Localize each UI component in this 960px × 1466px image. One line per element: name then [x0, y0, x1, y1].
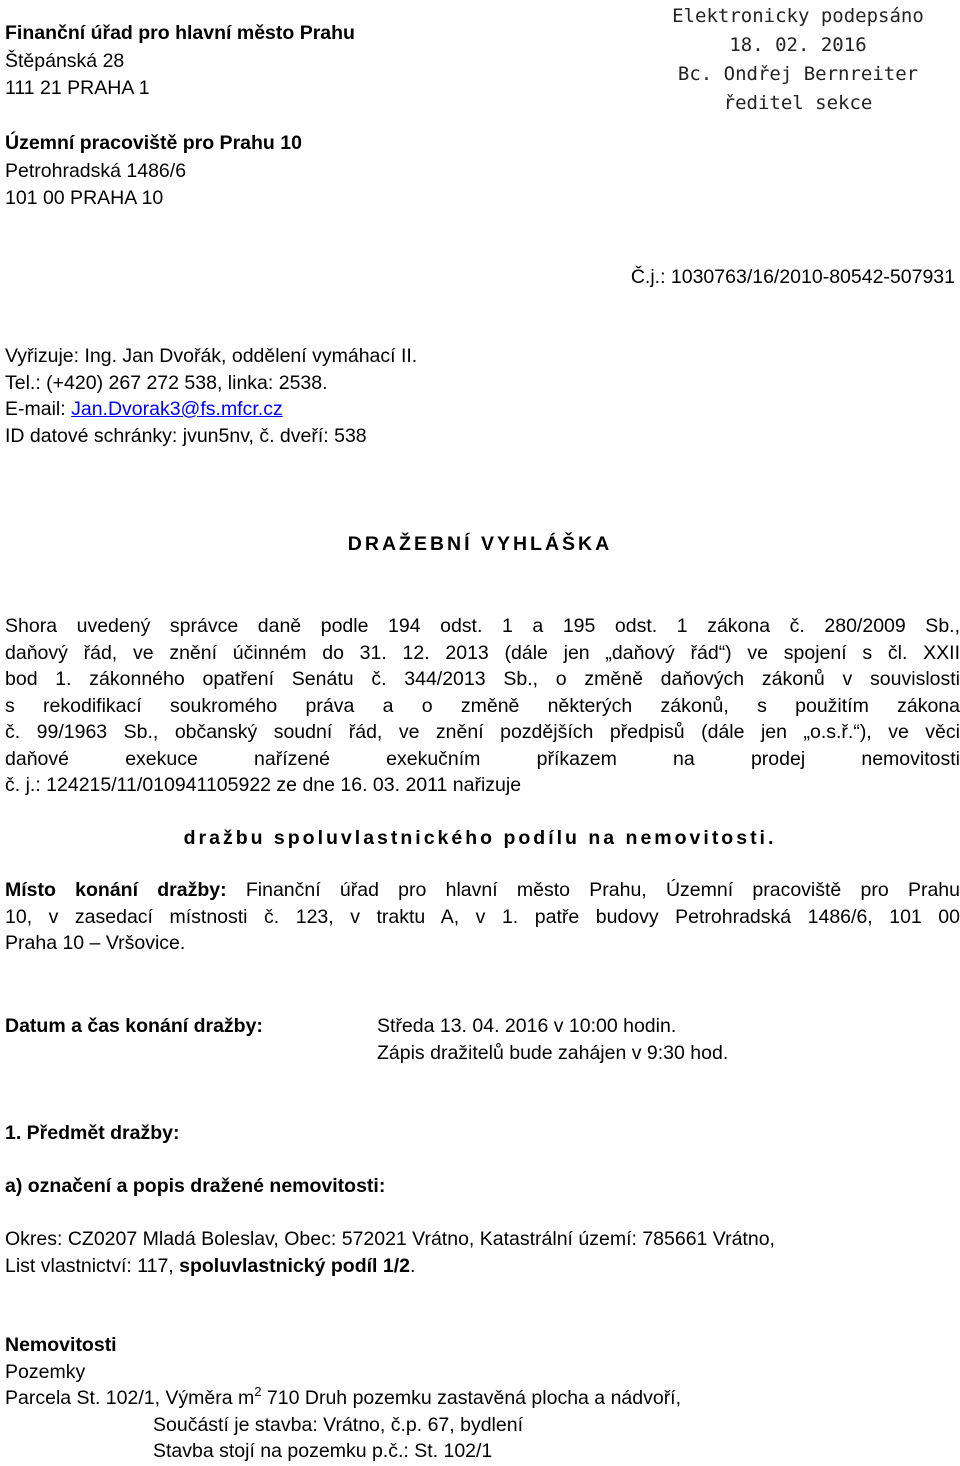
signature-line-1: Elektronicky podepsáno: [672, 5, 924, 27]
intro-line: č. j.: 124215/11/010941105922 ze dne 16. 03. 2011 nařizuje: [5, 774, 522, 796]
intro-line: s rekodifikací soukromého práva a o změně některých zákonů, s použitím zákona: [5, 694, 960, 717]
branch-city: 101 00 PRAHA 10: [5, 187, 164, 209]
intro-line: daňový řád, ve znění účinném do 31. 12. 2013 (dále jen „daňový řád“) ve spojení s čl. XXII: [5, 641, 960, 664]
contact-block: [5, 343, 417, 449]
building-location-line: Stavba stojí na pozemku p.č.: St. 102/1: [153, 1440, 493, 1462]
branch-name: Územní pracoviště pro Prahu 10: [5, 132, 302, 154]
intro-line: Shora uvedený správce daně podle 194 odst. 1 a 195 odst. 1 zákona č. 280/2009 Sb.,: [5, 615, 960, 637]
signature-name: Bc. Ondřej Bernreiter: [677, 63, 919, 85]
databox: ID datové schránky: jvun5nv, č. dveří: 538: [5, 424, 367, 447]
signature-date: 18. 02. 2016: [729, 34, 867, 56]
header-spacer: [5, 103, 355, 131]
electronic-signature: [648, 2, 948, 118]
ownership-line: List vlastnictví: 117, spoluvlastnický podíl 1/2.: [5, 1254, 416, 1277]
intro-line: daňové exekuce nařízené exekučním příkazem na prodej nemovitosti: [5, 747, 960, 770]
property-heading: Nemovitosti: [5, 1334, 117, 1356]
registration-time: Zápis dražitelů bude zahájen v 9:30 hod.: [377, 1041, 729, 1064]
building-part-line: Součástí je stavba: Vrátno, č.p. 67, bydlení: [153, 1413, 523, 1436]
intro-line: bod 1. zákonného opatření Senátu č. 344/2013 Sb., o změně daňových zákonů v souvislosti: [5, 668, 960, 690]
property-location: [5, 1226, 960, 1279]
datetime-value: Středa 13. 04. 2016 v 10:00 hodin.: [377, 1015, 677, 1037]
subsection-heading: a) označení a popis dražené nemovitosti:: [5, 1175, 386, 1197]
auction-place: [5, 877, 960, 957]
signature-role: ředitel sekce: [723, 92, 873, 114]
share-value: spoluvlastnický podíl 1/2: [179, 1254, 410, 1277]
office-city: 111 21 PRAHA 1: [5, 77, 150, 99]
intro-paragraph: [5, 613, 960, 799]
handler: Vyřizuje: Ing. Jan Dvořák, oddělení vymáhací II.: [5, 345, 418, 367]
office-street: Štěpánská 28: [5, 49, 125, 72]
datetime-values: [377, 1013, 728, 1066]
email-link[interactable]: Jan.Dvorak3@fs.mfcr.cz: [71, 398, 283, 420]
phone: Tel.: (+420) 267 272 538, linka: 2538.: [5, 371, 328, 394]
email-label: E-mail:: [5, 398, 72, 420]
office-header: [5, 20, 355, 213]
place-line: Praha 10 – Vršovice.: [5, 932, 186, 954]
intro-line: č. 99/1963 Sb., občanský soudní řád, ve znění pozdějších předpisů (dále jen „o.s.ř.“), ve věci: [5, 721, 960, 743]
branch-street: Petrohradská 1486/6: [5, 159, 187, 182]
reference-number: Č.j.: 1030763/16/2010-80542-507931: [630, 266, 955, 288]
land-heading: Pozemky: [5, 1360, 86, 1383]
datetime-label: Datum a čas konání dražby:: [5, 1015, 263, 1037]
parcel-line: Parcela St. 102/1, Výměra $m^2$ 710 Druh pozemku zastavěná plocha a nádvoří,: [5, 1383, 682, 1409]
office-name: Finanční úřad pro hlavní město Prahu: [5, 22, 355, 44]
email-row: [5, 396, 417, 423]
section-heading: 1. Předmět dražby:: [5, 1122, 180, 1144]
place-line: 10, v zasedací místnosti č. 123, v traktu A, v 1. patře budovy Petrohradská 1486/6, 101 00: [5, 905, 960, 928]
place-line: Místo konání dražby: Finanční úřad pro hlavní město Prahu, Územní pracoviště pro Prahu: [5, 879, 960, 901]
document-title: DRAŽEBNÍ VYHLÁŠKA: [347, 533, 613, 555]
place-label: Místo konání dražby:: [5, 879, 227, 901]
location-line: Okres: CZ0207 Mladá Boleslav, Obec: 572021 Vrátno, Katastrální území: 785661 Vrátno,: [5, 1228, 775, 1250]
property-list: [5, 1332, 681, 1465]
auction-subject-title: dražbu spoluvlastnického podílu na nemovitosti.: [183, 827, 777, 849]
